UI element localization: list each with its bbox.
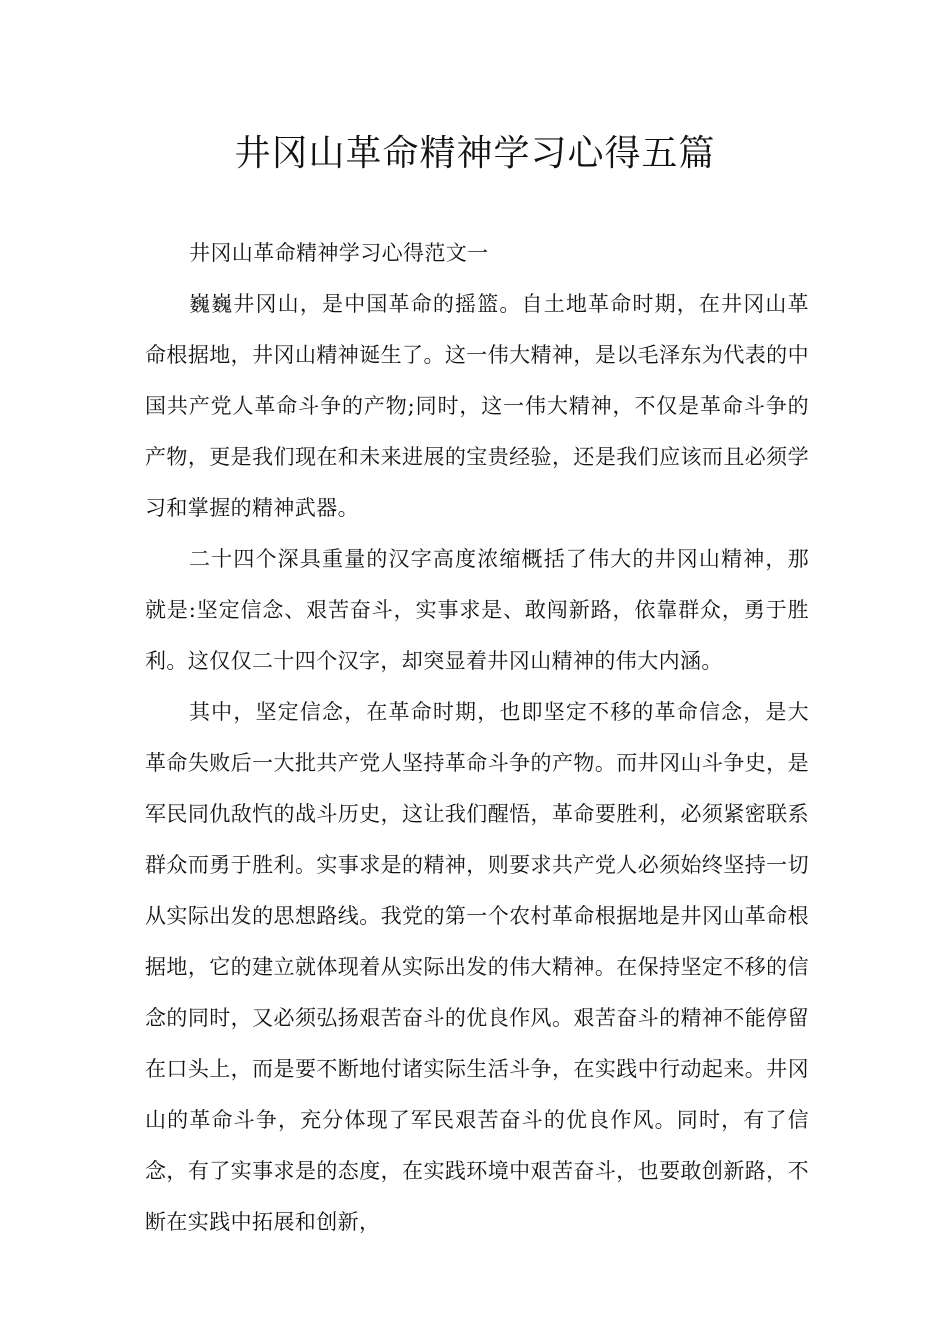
paragraph-2: 二十四个深具重量的汉字高度浓缩概括了伟大的井冈山精神，那就是:坚定信念、艰苦奋斗，实事求是、敢闯新路，依靠群众，勇于胜利。这仅仅二十四个汉字，却突显着井冈山精神的伟大内涵。 (145, 547, 809, 673)
section-subtitle: 井冈山革命精神学习心得范文一 (189, 241, 489, 265)
document-body (145, 228, 809, 1248)
document-title: 井冈山革命精神学习心得五篇 (234, 133, 716, 174)
paragraph-1: 巍巍井冈山，是中国革命的摇篮。自土地革命时期，在井冈山革命根据地，井冈山精神诞生了。这一伟大精神，是以毛泽东为代表的中国共产党人革命斗争的产物;同时，这一伟大精神，不仅是革命斗争的产物，更是我们现在和未来进展的宝贵经验，还是我们应该而且必须学习和掌握的精神武器。 (145, 292, 809, 520)
paragraph-3: 其中，坚定信念，在革命时期，也即坚定不移的革命信念，是大革命失败后一大批共产党人坚持革命斗争的产物。而井冈山斗争史，是军民同仇敌忾的战斗历史，这让我们醒悟，革命要胜利，必须紧密联系群众而勇于胜利。实事求是的精神，则要求共产党人必须始终坚持一切从实际出发的思想路线。我党的第一个农村革命根据地是井冈山革命根据地，它的建立就体现着从实际出发的伟大精神。在保持坚定不移的信念的同时，又必须弘扬艰苦奋斗的优良作风。艰苦奋斗的精神不能停留在口头上，而是要不断地付诸实际生活斗争，在实践中行动起来。井冈山的革命斗争，充分体现了军民艰苦奋斗的优良作风。同时，有了信念，有了实事求是的态度，在实践环境中艰苦奋斗，也要敢创新路，不断在实践中拓展和创新， (145, 700, 809, 1234)
